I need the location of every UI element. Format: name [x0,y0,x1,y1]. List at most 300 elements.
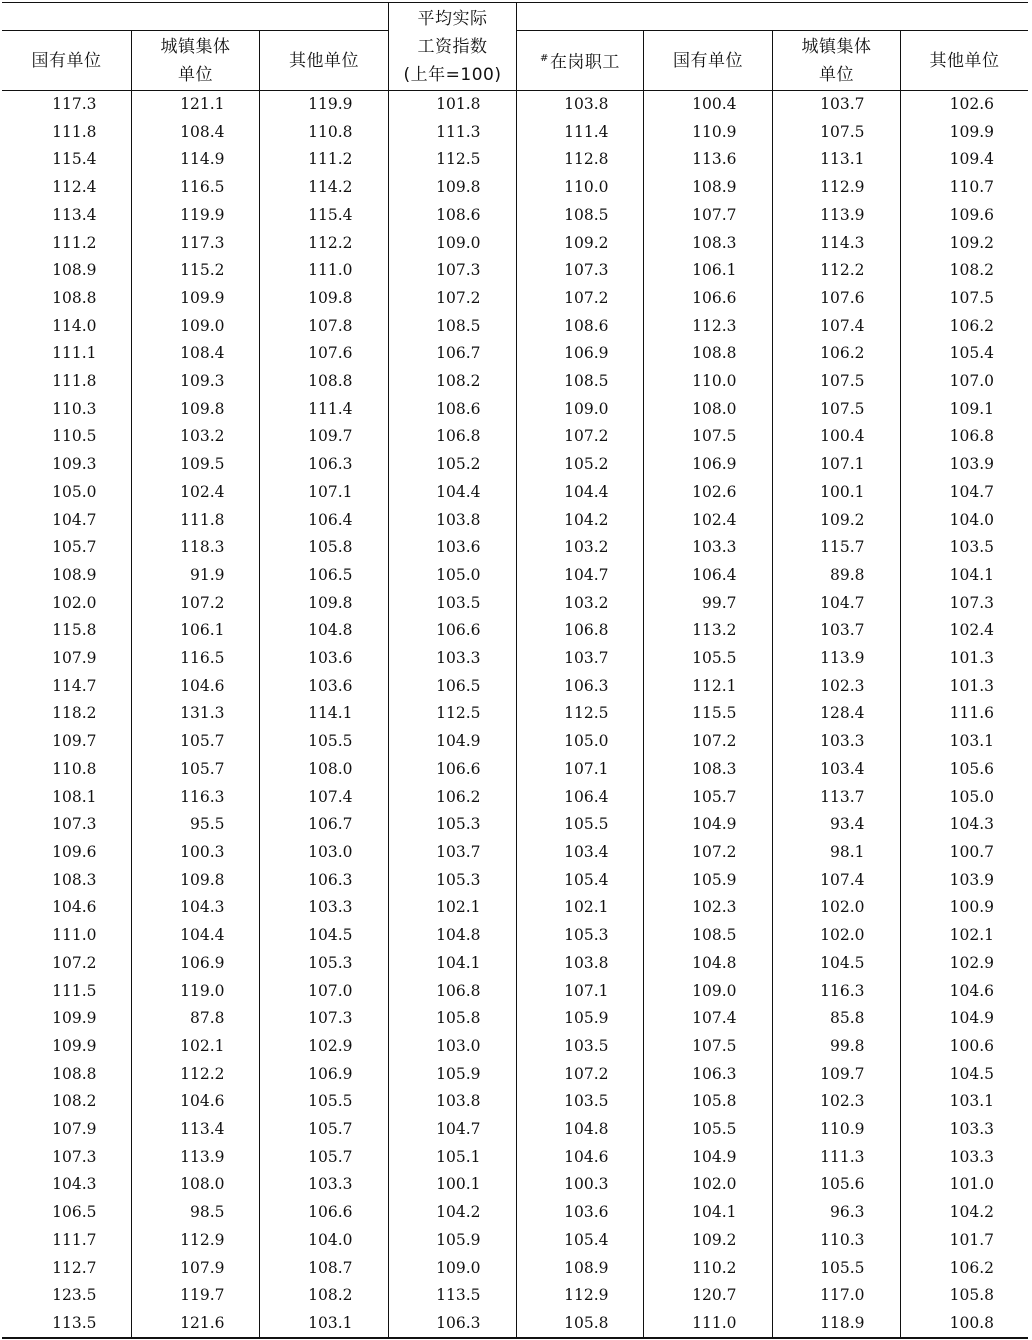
table-cell: 102.1 [388,894,516,922]
table-cell: 106.3 [516,673,643,701]
table-cell: 106.4 [516,784,643,812]
table-cell: 105.8 [259,534,388,562]
table-cell: 117.3 [131,230,259,258]
table-cell: 108.6 [388,202,516,230]
table-cell: 105.3 [388,811,516,839]
table-cell: 103.7 [772,91,900,119]
table-cell: 105.9 [643,867,772,895]
table-row [2,700,1028,728]
table-cell: 113.9 [131,1144,259,1172]
table-cell: 110.3 [52,399,97,418]
table-cell: 103.1 [259,1310,388,1338]
table-row [2,1171,1028,1199]
table-cell: 109.2 [900,230,1028,258]
table-cell: 104.5 [259,922,388,950]
table-cell: 114.9 [131,146,259,174]
table-cell: 105.4 [900,340,1028,368]
table-cell: 104.8 [643,950,772,978]
table-cell: 100.3 [516,1171,643,1199]
table-cell: 109.1 [900,396,1028,424]
table-row [2,1282,1028,1310]
table-cell: 105.0 [516,728,643,756]
table-cell: 103.5 [516,1088,643,1116]
table-cell: 117.0 [772,1282,900,1310]
table-cell: 123.5 [52,1286,97,1305]
table-cell: 115.4 [52,150,97,169]
table-cell: 103.3 [900,1144,1028,1172]
table-cell: 128.4 [772,700,900,728]
table-cell: 110.3 [772,1227,900,1255]
table-cell: 106.9 [643,451,772,479]
table-cell: 108.3 [643,230,772,258]
table-cell: 103.1 [900,1088,1028,1116]
table-cell: 112.5 [516,700,643,728]
table-row [2,894,1028,922]
table-cell: 104.1 [643,1199,772,1227]
table-cell: 108.5 [643,922,772,950]
table-cell: 105.8 [516,1310,643,1338]
table-cell: 85.8 [772,1005,900,1033]
table-cell: 106.3 [259,867,388,895]
col-header-on-post-staff [517,31,643,90]
table-cell: 117.3 [52,95,97,113]
table-cell: 91.9 [131,562,259,590]
table-cell: 103.6 [259,673,388,701]
table-cell: 98.1 [772,839,900,867]
table-cell: 105.0 [52,482,97,501]
table-cell: 110.9 [643,119,772,147]
table-row [2,119,1028,147]
table-cell: 104.0 [259,1227,388,1255]
table-cell: 105.8 [388,1005,516,1033]
table-cell: 107.2 [643,728,772,756]
table-cell: 104.9 [388,728,516,756]
table-cell: 109.8 [259,285,388,313]
table-cell: 104.4 [516,479,643,507]
table-cell: 99.8 [772,1033,900,1061]
col-header-line: 工资指数 [417,36,488,57]
col-header-line: (上年=100) [403,64,502,85]
table-cell: 112.9 [516,1282,643,1310]
table-cell: 107.2 [643,839,772,867]
table-cell: 104.2 [516,507,643,535]
table-cell: 108.4 [131,119,259,147]
table-cell: 103.3 [900,1116,1028,1144]
table-cell: 111.8 [131,507,259,535]
table-cell: 114.1 [259,700,388,728]
table-cell: 107.9 [131,1255,259,1283]
table-cell: 103.8 [516,91,643,119]
table-cell: 104.8 [388,922,516,950]
table-cell: 96.3 [772,1199,900,1227]
col-header-state-owned-2 [644,31,772,90]
table-cell: 105.4 [516,867,643,895]
table-cell: 116.5 [131,645,259,673]
col-header-line: 其他单位 [929,50,1000,71]
table-row [2,1005,1028,1033]
table-cell: 100.9 [900,894,1028,922]
table-cell: 101.3 [900,673,1028,701]
table-cell: 110.8 [52,759,97,778]
table-cell: 112.7 [52,1258,97,1277]
table-row [2,1227,1028,1255]
table-cell: 112.8 [516,146,643,174]
table-cell: 113.5 [388,1282,516,1310]
table-cell: 112.2 [259,230,388,258]
table-cell: 105.5 [772,1255,900,1283]
table-cell: 108.9 [52,261,97,280]
table-cell: 106.3 [643,1061,772,1089]
table-cell: 100.7 [900,839,1028,867]
table-cell: 105.5 [259,1088,388,1116]
table-cell: 105.3 [388,867,516,895]
table-row [2,313,1028,341]
table-cell: 107.3 [516,257,643,285]
table-cell: 106.3 [388,1310,516,1338]
table-cell: 104.7 [52,510,97,529]
table-cell: 101.0 [900,1171,1028,1199]
table-cell: 108.9 [52,565,97,584]
table-cell: 102.9 [900,950,1028,978]
table-cell: 104.2 [900,1199,1028,1227]
table-row [2,1199,1028,1227]
table-cell: 107.5 [772,119,900,147]
table-cell: 106.3 [259,451,388,479]
table-cell: 105.8 [643,1088,772,1116]
col-header-line: 单位 [178,64,213,85]
col-header-real-wage-index [389,3,516,90]
table-cell: 105.5 [643,645,772,673]
table-cell: 104.6 [516,1144,643,1172]
table-cell: 102.0 [772,894,900,922]
table-cell: 107.3 [259,1005,388,1033]
table-cell: 121.1 [131,91,259,119]
table-cell: 105.3 [516,922,643,950]
table-cell: 108.6 [516,313,643,341]
table-cell: 113.9 [772,645,900,673]
table-cell: 104.1 [900,562,1028,590]
table-cell: 104.4 [388,479,516,507]
table-cell: 106.2 [388,784,516,812]
table-row [2,839,1028,867]
table-cell: 106.8 [516,617,643,645]
table-cell: 112.4 [52,178,97,197]
table-cell: 108.7 [259,1255,388,1283]
table-cell: 103.2 [516,590,643,618]
table-cell: 106.4 [259,507,388,535]
table-row [2,922,1028,950]
table-cell: 105.0 [900,784,1028,812]
col-header-text: 在岗职工 [549,52,620,73]
table-cell: 102.1 [516,894,643,922]
table-cell: 104.6 [52,898,97,917]
table-cell: 106.8 [900,423,1028,451]
table-cell: 106.2 [772,340,900,368]
table-cell: 109.0 [388,230,516,258]
table-cell: 107.9 [52,1120,97,1139]
table-cell: 110.2 [643,1255,772,1283]
table-row [2,368,1028,396]
table-cell: 105.9 [388,1227,516,1255]
table-cell: 109.7 [52,732,97,751]
table-cell: 106.5 [388,673,516,701]
table-row [2,617,1028,645]
table-cell: 113.5 [52,1313,97,1332]
table-cell: 102.1 [900,922,1028,950]
table-cell: 103.4 [516,839,643,867]
table-cell: 104.0 [900,507,1028,535]
table-cell: 109.2 [516,230,643,258]
table-cell: 103.5 [388,590,516,618]
table-cell: 105.7 [259,1116,388,1144]
table-cell: 103.7 [772,617,900,645]
table-cell: 107.6 [259,340,388,368]
table-cell: 107.4 [772,867,900,895]
table-cell: 104.8 [259,617,388,645]
table-cell: 118.2 [52,704,97,723]
table-row [2,728,1028,756]
table-cell: 107.7 [643,202,772,230]
table-cell: 100.4 [772,423,900,451]
table-cell: 115.8 [52,621,97,640]
table-cell: 102.4 [900,617,1028,645]
table-cell: 108.6 [388,396,516,424]
table-cell: 103.3 [772,728,900,756]
table-cell: 115.7 [772,534,900,562]
table-cell: 105.6 [772,1171,900,1199]
table-cell: 109.8 [259,590,388,618]
table-cell: 108.0 [259,756,388,784]
col-header-state-owned [2,31,131,90]
table-cell: 104.6 [131,1088,259,1116]
table-cell: 104.5 [772,950,900,978]
table-row [2,1310,1028,1338]
table-cell: 104.3 [900,811,1028,839]
table-cell: 103.5 [516,1033,643,1061]
table-cell: 103.3 [388,645,516,673]
table-cell: 103.2 [131,423,259,451]
table-cell: 89.8 [772,562,900,590]
table-cell: 104.7 [388,1116,516,1144]
table-cell: 102.3 [772,1088,900,1116]
table-row [2,423,1028,451]
table-cell: 105.7 [52,538,97,557]
table-row [2,1088,1028,1116]
table-cell: 109.4 [900,146,1028,174]
table-cell: 105.6 [900,756,1028,784]
table-row [2,396,1028,424]
table-cell: 109.7 [772,1061,900,1089]
col-header-line: 平均实际 [417,8,488,29]
table-cell: 103.9 [900,867,1028,895]
table-cell: 107.2 [516,285,643,313]
table-cell: 105.5 [643,1116,772,1144]
table-cell: 107.4 [772,313,900,341]
table-cell: 114.0 [52,316,97,335]
table-cell: 106.6 [259,1199,388,1227]
table-cell: 111.2 [259,146,388,174]
col-header-other-units-2 [901,31,1028,90]
table-cell: 106.4 [643,562,772,590]
table-cell: 108.9 [643,174,772,202]
table-cell: 107.2 [52,953,97,972]
footnote-mark: # [540,52,549,64]
table-cell: 106.8 [388,423,516,451]
table-cell: 106.9 [516,340,643,368]
table-cell: 105.0 [388,562,516,590]
table-cell: 108.3 [643,756,772,784]
table-cell: 104.1 [388,950,516,978]
table-cell: 107.3 [52,815,97,834]
table-cell: 107.0 [900,368,1028,396]
table-cell: 103.1 [900,728,1028,756]
table-cell: 105.7 [259,1144,388,1172]
table-cell: 112.9 [772,174,900,202]
table-cell: 106.7 [388,340,516,368]
table-cell: 104.2 [388,1199,516,1227]
table-cell: 107.5 [643,423,772,451]
table-cell: 109.0 [516,396,643,424]
table-cell: 105.3 [259,950,388,978]
col-header-line: 单位 [819,64,854,85]
table-cell: 105.7 [131,728,259,756]
table-cell: 108.8 [52,288,97,307]
table-cell: 109.0 [131,313,259,341]
table-cell: 103.6 [388,534,516,562]
table-cell: 111.2 [52,233,97,252]
table-cell: 119.0 [131,978,259,1006]
table-cell: 111.3 [772,1144,900,1172]
table-row [2,562,1028,590]
table-cell: 98.5 [131,1199,259,1227]
table-cell: 108.0 [643,396,772,424]
table-cell: 109.5 [131,451,259,479]
table-cell: 103.5 [900,534,1028,562]
table-cell: 109.6 [900,202,1028,230]
table-cell: 111.1 [52,344,97,363]
table-cell: 104.8 [516,1116,643,1144]
table-row [2,1033,1028,1061]
table-cell: 99.7 [643,590,772,618]
table-cell: 104.4 [131,922,259,950]
table-cell: 118.3 [131,534,259,562]
table-cell: 103.8 [388,1088,516,1116]
table-cell: 109.0 [643,978,772,1006]
table-row [2,673,1028,701]
table-cell: 112.3 [643,313,772,341]
table-cell: 105.2 [516,451,643,479]
table-cell: 107.2 [388,285,516,313]
table-cell: 108.3 [52,870,97,889]
table-cell: 109.9 [900,119,1028,147]
table-cell: 111.4 [259,396,388,424]
table-cell: 104.7 [516,562,643,590]
table-cell: 106.9 [131,950,259,978]
table-cell: 103.7 [388,839,516,867]
table-cell: 107.1 [259,479,388,507]
table-row [2,811,1028,839]
col-header-line: 城镇集体 [801,36,872,57]
table-cell: 101.7 [900,1227,1028,1255]
table-row [2,257,1028,285]
table-row [2,146,1028,174]
table-cell: 105.2 [388,451,516,479]
col-header-urban-collective [132,31,259,90]
table-cell: 109.3 [52,455,97,474]
table-cell: 109.7 [259,423,388,451]
col-header-other-units [260,31,388,90]
table-cell: 93.4 [772,811,900,839]
table-cell: 107.6 [772,285,900,313]
table-cell: 112.9 [131,1227,259,1255]
table-cell: 108.4 [131,340,259,368]
table-row [2,784,1028,812]
table-cell: 111.7 [52,1230,97,1249]
table-cell: 113.4 [52,205,97,224]
table-cell: 107.8 [259,313,388,341]
table-cell: 111.5 [52,981,97,1000]
table-row [2,950,1028,978]
table-cell: 111.0 [259,257,388,285]
table-cell: 103.6 [259,645,388,673]
table-cell: 108.5 [516,202,643,230]
table-cell: 108.8 [643,340,772,368]
table-cell: 111.8 [52,122,97,141]
table-cell: 116.3 [131,784,259,812]
table-cell: 112.5 [388,146,516,174]
table-cell: 104.5 [900,1061,1028,1089]
table-row [2,202,1028,230]
table-cell: 105.8 [900,1282,1028,1310]
table-cell: 108.8 [259,368,388,396]
table-cell: 108.0 [131,1171,259,1199]
table-cell: 109.2 [643,1227,772,1255]
table-cell: 107.9 [52,649,97,668]
table-cell: 100.8 [900,1310,1028,1338]
table-cell: 110.8 [259,119,388,147]
table-cell: 103.8 [388,507,516,535]
table-cell: 114.7 [52,676,97,695]
table-row [2,867,1028,895]
table-cell: 121.6 [131,1310,259,1338]
table-cell: 111.0 [52,926,97,945]
table-cell: 106.2 [900,313,1028,341]
table-cell: 107.5 [772,368,900,396]
table-cell: 103.7 [516,645,643,673]
table-cell: 106.5 [259,562,388,590]
table-cell: 108.8 [52,1064,97,1083]
table-cell: 109.3 [131,368,259,396]
table-cell: 108.9 [516,1255,643,1283]
table-cell: 103.0 [388,1033,516,1061]
table-cell: 106.6 [388,756,516,784]
table-cell: 104.7 [900,479,1028,507]
table-cell: 103.8 [516,950,643,978]
table-cell: 101.3 [900,645,1028,673]
table-row [2,1144,1028,1172]
table-cell: 107.0 [259,978,388,1006]
col-header-line: 城镇集体 [160,36,231,57]
table-cell: 104.9 [643,1144,772,1172]
table-cell: 95.5 [131,811,259,839]
table-cell: 113.1 [772,146,900,174]
table-cell: 105.1 [388,1144,516,1172]
table-cell: 102.6 [643,479,772,507]
table-row [2,1255,1028,1283]
table-cell: 109.8 [388,174,516,202]
table-cell: 103.2 [516,534,643,562]
table-cell: 109.2 [772,507,900,535]
